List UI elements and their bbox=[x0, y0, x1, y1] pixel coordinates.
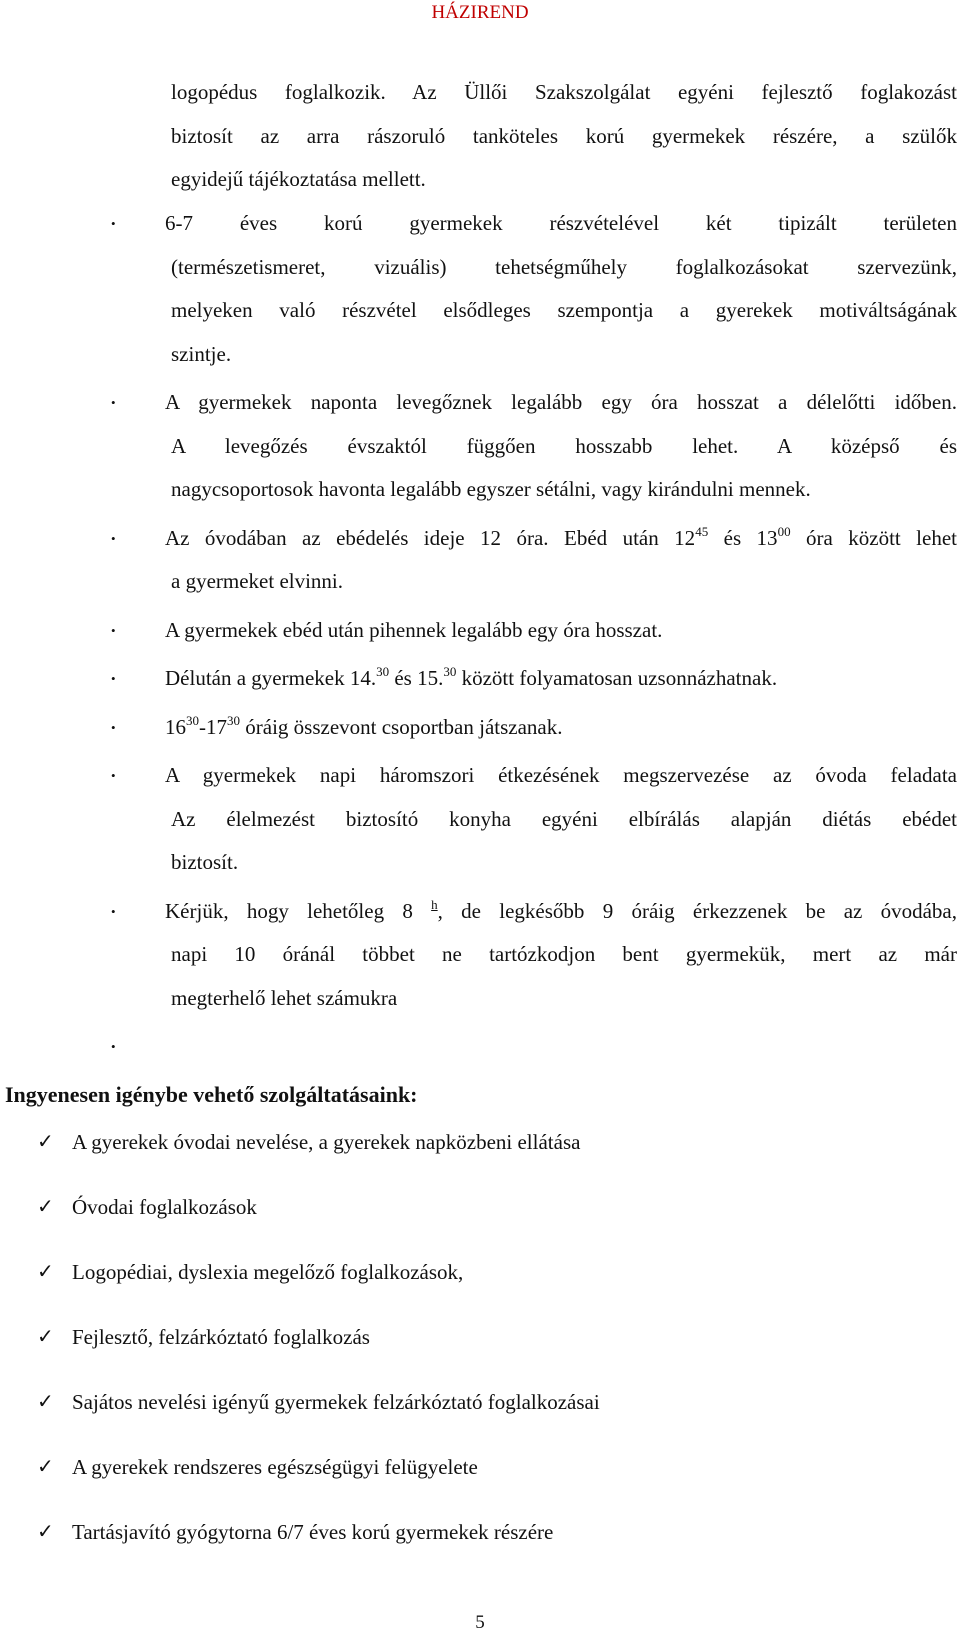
list-item-empty bbox=[0, 1025, 960, 1069]
text-line: Az élelmezést biztosító konyha egyéni elbírálás alapján diétás ebédet bbox=[171, 806, 957, 831]
text-fragment: óráig összevont csoportban játszanak. bbox=[240, 714, 563, 739]
checkmark-icon: ✓ bbox=[37, 1259, 54, 1283]
text-fragment: -17 bbox=[199, 714, 227, 739]
text-line: 6-7 éves korú gyermekek részvételével két tipizált területen bbox=[165, 211, 957, 235]
service-label: Tartásjavító gyógytorna 6/7 éves korú gyermekek részére bbox=[72, 1520, 554, 1544]
rules-bullet-list bbox=[0, 202, 960, 1074]
list-item bbox=[0, 657, 960, 701]
page-header-title: HÁZIREND bbox=[431, 2, 529, 23]
service-label: A gyerekek rendszeres egészségügyi felügyelete bbox=[72, 1455, 478, 1479]
text-fragment: és 15. bbox=[389, 666, 444, 690]
list-item bbox=[0, 1192, 960, 1257]
superscript: h bbox=[431, 896, 438, 912]
bullet-icon: • bbox=[111, 530, 116, 546]
text-fragment: Délután a gyermekek 14. bbox=[165, 666, 377, 690]
list-item bbox=[0, 1452, 960, 1517]
superscript: 30 bbox=[376, 664, 390, 679]
list-item bbox=[0, 754, 960, 885]
service-label: A gyerekek óvodai nevelése, a gyerekek napközbeni ellátása bbox=[72, 1130, 581, 1154]
text-line: logopédus foglalkozik. Az Üllői Szakszolgálat egyéni fejlesztő foglakozást bbox=[171, 80, 957, 104]
bullet-icon: • bbox=[111, 768, 116, 783]
text-line bbox=[165, 890, 957, 934]
text-line: egyidejű tájékoztatása mellett. bbox=[171, 167, 426, 191]
continued-paragraph bbox=[171, 71, 957, 202]
list-item bbox=[0, 1387, 960, 1452]
list-item bbox=[0, 706, 960, 750]
text-line: biztosít az arra rászoruló tanköteles korú gyermekek részére, a szülők bbox=[171, 123, 957, 148]
text-line: napi 10 óránál többet ne tartózkodjon bent gyermekük, mert az már bbox=[171, 942, 957, 966]
bullet-icon: • bbox=[111, 719, 116, 735]
text-line: megterhelő lehet számukra bbox=[171, 985, 398, 1010]
text-line bbox=[165, 657, 957, 701]
bullet-icon: • bbox=[111, 1039, 116, 1054]
list-item bbox=[0, 1257, 960, 1322]
text-line: szintje. bbox=[171, 341, 232, 366]
superscript: 45 bbox=[695, 523, 709, 539]
list-item bbox=[0, 202, 960, 376]
text-fragment: óra között lehet bbox=[790, 525, 957, 550]
list-item bbox=[0, 1127, 960, 1192]
text-line: A gyermekek ebéd után pihennek legalább egy óra hosszat. bbox=[165, 617, 663, 642]
service-label: Sajátos nevelési igényű gyermekek felzárkóztató foglalkozásai bbox=[72, 1390, 600, 1414]
text-line: a gyermeket elvinni. bbox=[171, 569, 344, 593]
text-fragment: Az óvodában az ebédelés ideje 12 óra. Ebéd után 12 bbox=[165, 525, 696, 550]
text-line bbox=[165, 706, 957, 750]
superscript: 30 bbox=[443, 664, 457, 679]
checkmark-icon: ✓ bbox=[37, 1324, 54, 1348]
text-fragment: Kérjük, hogy lehetőleg 8 bbox=[165, 898, 432, 923]
services-heading: Ingyenesen igénybe vehető szolgáltatásaink: bbox=[5, 1082, 418, 1107]
bullet-icon: • bbox=[111, 622, 116, 638]
service-label: Logopédiai, dyslexia megelőző foglalkozások, bbox=[72, 1260, 464, 1284]
superscript: 30 bbox=[227, 712, 240, 728]
list-item bbox=[0, 517, 960, 604]
service-label: Fejlesztő, felzárkóztató foglalkozás bbox=[72, 1325, 370, 1349]
list-item bbox=[0, 1322, 960, 1387]
bullet-icon: • bbox=[111, 216, 116, 231]
text-fragment: között folyamatosan uzsonnázhatnak. bbox=[456, 666, 778, 690]
bullet-icon: • bbox=[111, 671, 116, 686]
text-line: (természetismeret, vizuális) tehetségműhely foglalkozásokat szervezünk, bbox=[171, 254, 957, 279]
list-item bbox=[0, 1517, 960, 1582]
text-line: A levegőzés évszaktól függően hosszabb lehet. A középső és bbox=[171, 433, 957, 458]
bullet-icon: • bbox=[111, 395, 116, 410]
text-line: A gyermekek naponta levegőznek legalább egy óra hosszat a délelőtti időben. bbox=[165, 390, 957, 414]
checkmark-icon: ✓ bbox=[37, 1389, 54, 1413]
bullet-icon: • bbox=[111, 903, 116, 919]
text-line bbox=[165, 517, 957, 561]
superscript: 00 bbox=[777, 523, 791, 539]
text-fragment: 16 bbox=[165, 714, 186, 739]
list-item bbox=[0, 609, 960, 653]
text-fragment: és 13 bbox=[708, 525, 778, 550]
list-item bbox=[0, 381, 960, 512]
service-label: Óvodai foglalkozások bbox=[72, 1195, 257, 1219]
text-line: biztosít. bbox=[171, 850, 239, 874]
checkmark-icon: ✓ bbox=[37, 1129, 54, 1153]
services-checklist bbox=[0, 1127, 960, 1582]
text-line: melyeken való részvétel elsődleges szempontja a gyerekek motiváltságának bbox=[171, 298, 957, 322]
superscript: 30 bbox=[186, 712, 199, 728]
text-line: A gyermekek napi háromszori étkezésének megszervezése az óvoda feladata bbox=[165, 763, 957, 787]
checkmark-icon: ✓ bbox=[37, 1194, 54, 1218]
text-fragment: , de legkésőbb 9 óráig érkezzenek be az óvodába, bbox=[437, 898, 957, 923]
checkmark-icon: ✓ bbox=[37, 1519, 54, 1543]
checkmark-icon: ✓ bbox=[37, 1454, 54, 1478]
page-number: 5 bbox=[475, 1612, 485, 1633]
list-item bbox=[0, 890, 960, 1021]
text-line: nagycsoportosok havonta legalább egyszer sétálni, vagy kirándulni mennek. bbox=[171, 477, 811, 501]
